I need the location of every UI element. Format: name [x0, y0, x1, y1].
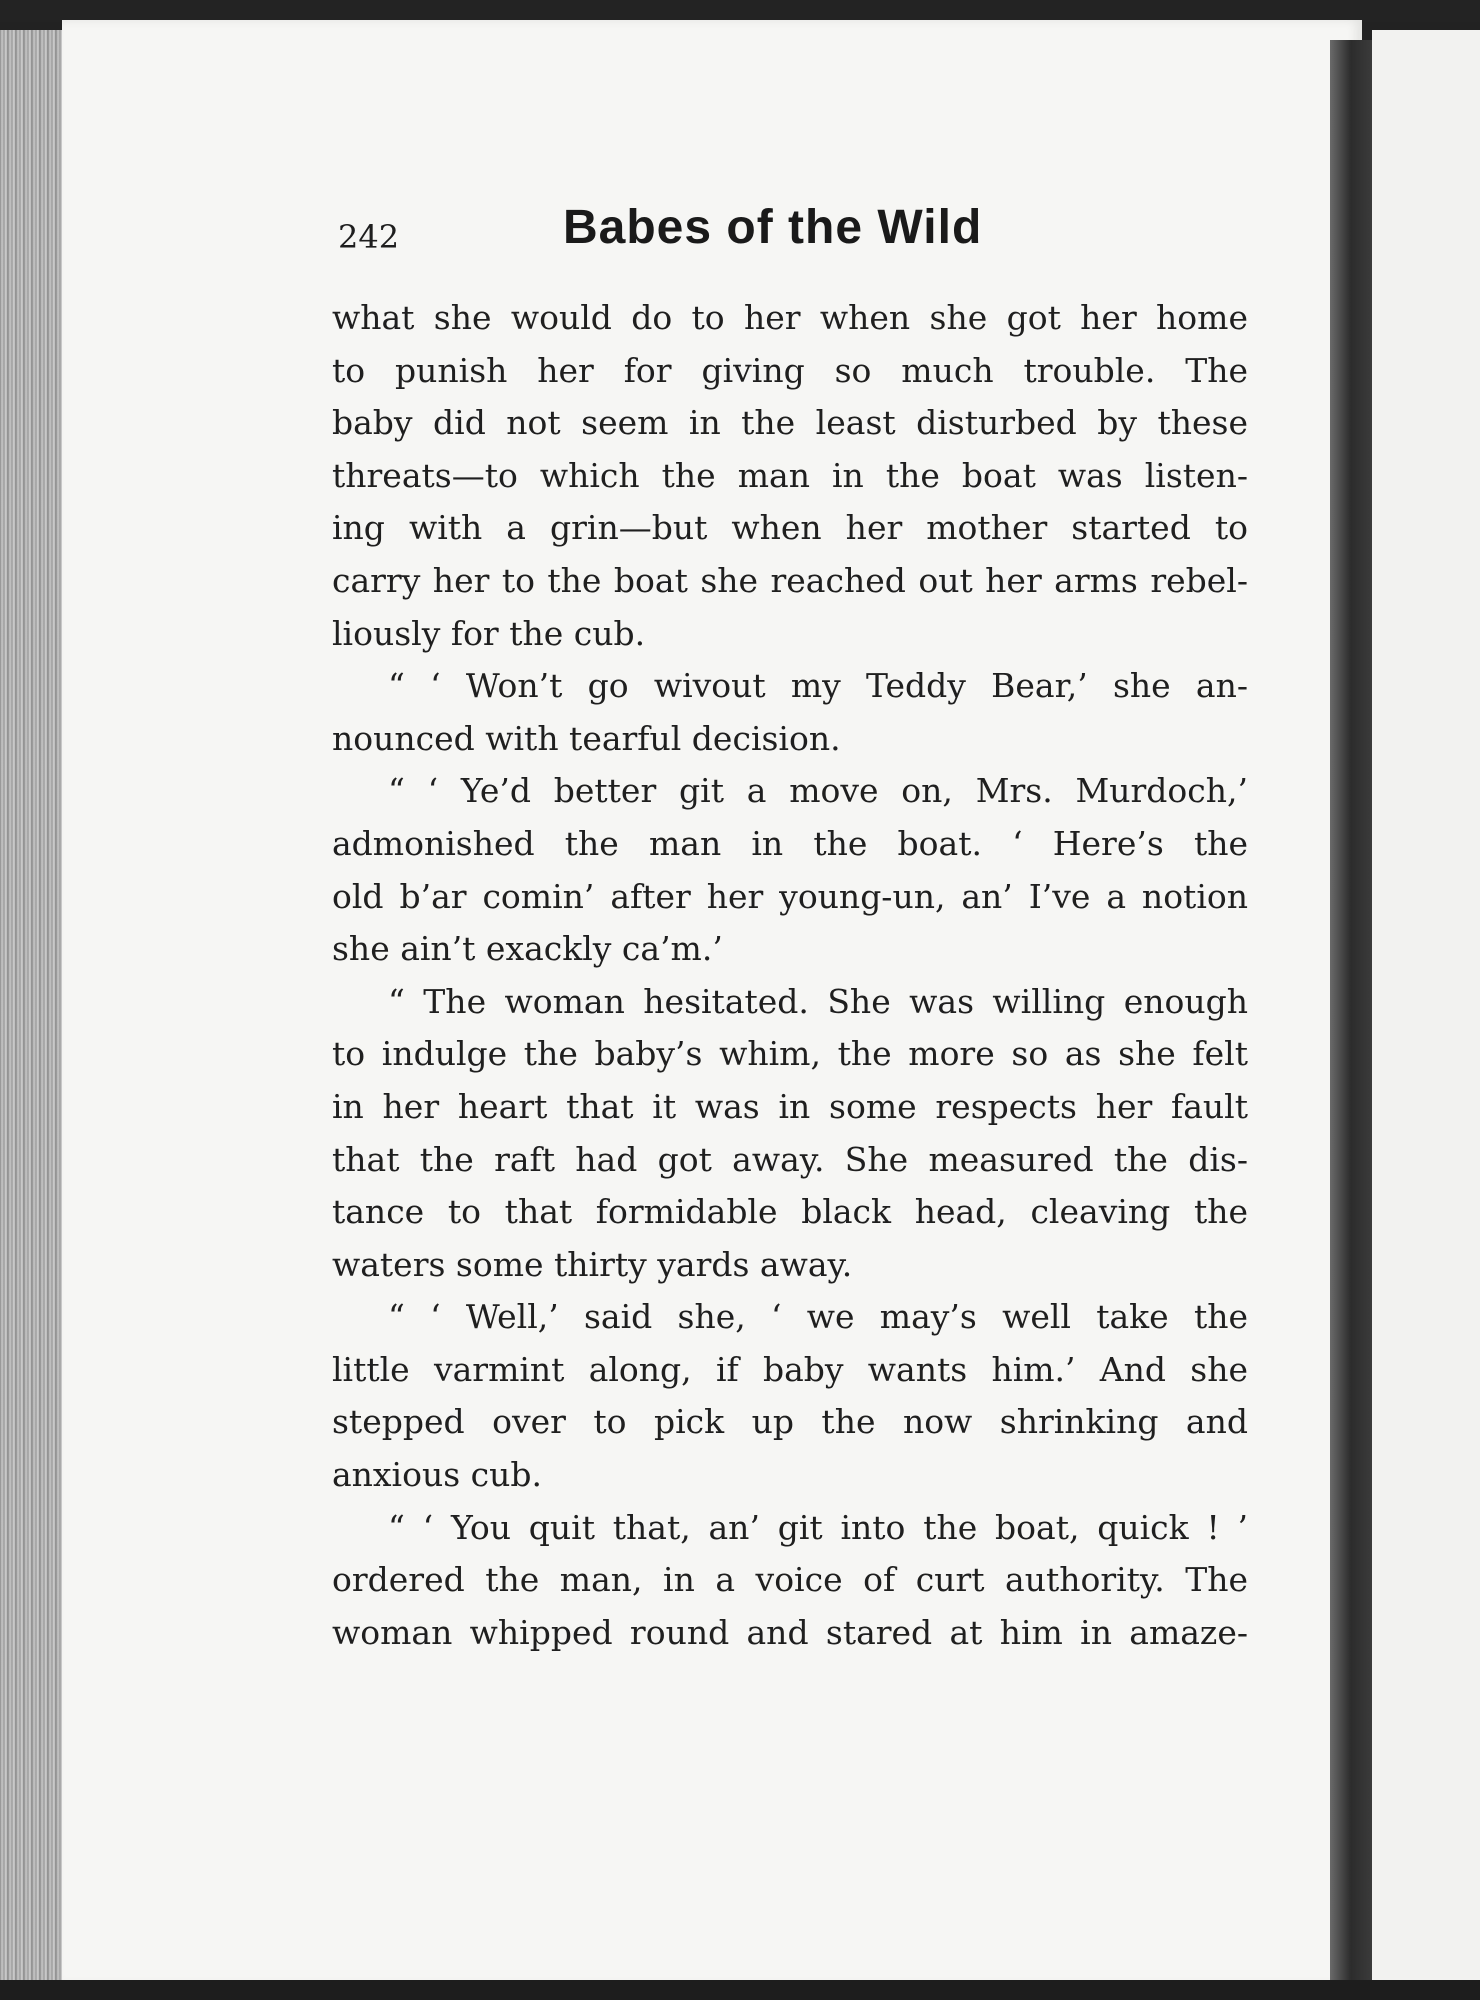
text-line: stepped over to pick up the now shrinking and — [332, 1402, 1248, 1442]
text-line: “ ‘ Won’t go wivout my Teddy Bear,’ she an- — [388, 666, 1248, 706]
scan-border-top — [0, 0, 1480, 22]
text-line: “ ‘ Well,’ said she, ‘ we may’s well take the — [388, 1297, 1248, 1337]
text-line: ing with a grin—but when her mother started to — [332, 508, 1248, 548]
text-line: that the raft had got away. She measured the dis- — [332, 1139, 1248, 1179]
running-title: Babes of the Wild — [563, 201, 983, 254]
text-line: in her heart that it was in some respects her fault — [332, 1086, 1248, 1126]
text-line: liously for the cub. — [332, 613, 646, 653]
text-line: admonished the man in the boat. ‘ Here’s the — [332, 823, 1248, 863]
page-number: 242 — [338, 218, 400, 256]
text-line: old b’ar comin’ after her young-un, an’ I’ve a notion — [332, 876, 1248, 916]
text-line: carry her to the boat she reached out her arms rebel- — [332, 560, 1248, 600]
text-line: what she would do to her when she got her home — [332, 298, 1248, 337]
text-line: to indulge the baby’s whim, the more so as she felt — [332, 1034, 1248, 1074]
text-line: “ ‘ Ye’d better git a move on, Mrs. Murdoch,’ — [388, 771, 1248, 811]
text-line: to punish her for giving so much trouble. The — [332, 350, 1248, 390]
text-line: she ain’t exackly ca’m.’ — [332, 929, 723, 969]
text-line: anxious cub. — [332, 1455, 542, 1495]
text-line: threats—to which the man in the boat was listen- — [332, 455, 1248, 495]
text-line: tance to that formidable black head, cleaving the — [332, 1192, 1248, 1232]
text-line: little varmint along, if baby wants him.’ And she — [332, 1349, 1248, 1389]
text-line: ordered the man, in a voice of curt authority. The — [332, 1560, 1248, 1600]
gutter-shadow — [1330, 40, 1372, 1980]
scan-border-bottom — [0, 1980, 1480, 2000]
text-line: nounced with tearful decision. — [332, 718, 841, 758]
page-header — [338, 200, 1248, 280]
body-text — [332, 292, 1248, 1659]
text-line: “ The woman hesitated. She was willing enough — [388, 981, 1248, 1021]
text-line: waters some thirty yards away. — [332, 1244, 853, 1284]
facing-page — [1372, 30, 1480, 1980]
text-line: woman whipped round and stared at him in amaze- — [332, 1612, 1248, 1652]
text-line: “ ‘ You quit that, an’ git into the boat, quick ! ’ — [388, 1507, 1248, 1547]
text-line: baby did not seem in the least disturbed by these — [332, 403, 1248, 443]
